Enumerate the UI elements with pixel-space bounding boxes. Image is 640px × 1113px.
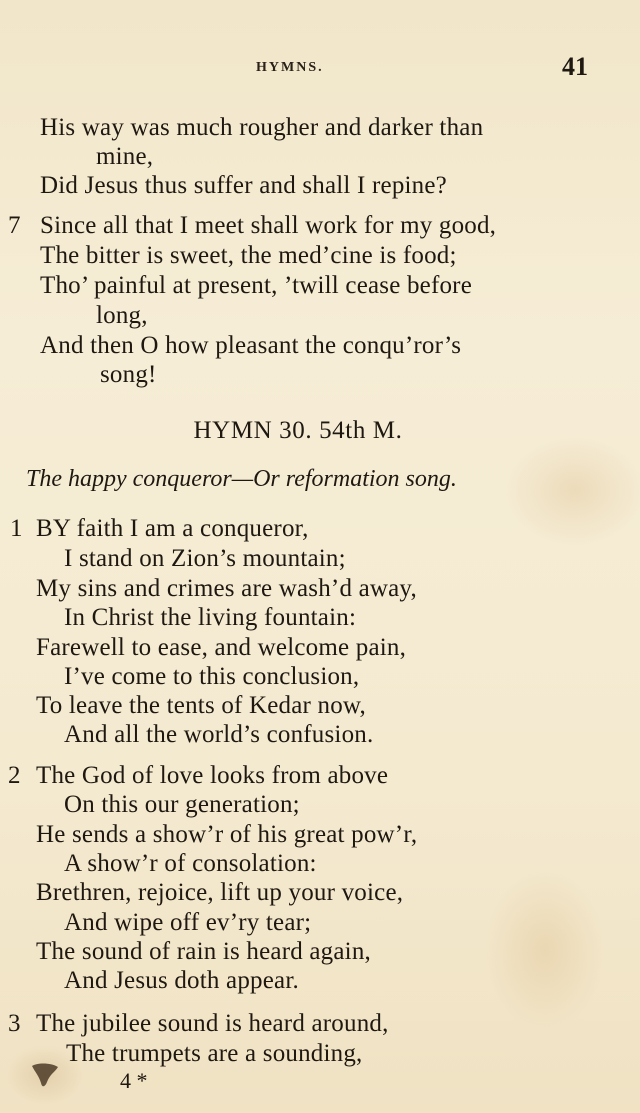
hymn-subtitle: The happy conqueror—Or reformation song. xyxy=(26,466,457,492)
verse-line: And wipe off ev’ry tear; xyxy=(64,909,312,936)
running-head: HYMNS. xyxy=(256,60,324,75)
verse-line: My sins and crimes are wash’d away, xyxy=(36,575,417,602)
verse-number: 1 xyxy=(10,515,23,542)
ink-stain xyxy=(28,1060,62,1090)
verse-number: 7 xyxy=(8,212,21,239)
verse-line: I stand on Zion’s mountain; xyxy=(64,545,346,572)
hymn-title: HYMN 30. 54th M. xyxy=(193,417,403,444)
verse-line: And Jesus doth appear. xyxy=(64,967,299,994)
verse-line: song! xyxy=(100,361,157,388)
verse-line: Tho’ painful at present, ’twill cease before xyxy=(40,272,473,299)
verse-line: In Christ the living fountain: xyxy=(64,604,357,631)
verse-line: The sound of rain is heard again, xyxy=(36,938,371,965)
verse-line: He sends a show’r of his great pow’r, xyxy=(36,821,418,848)
verse-line: His way was much rougher and darker than xyxy=(40,114,484,141)
verse-line: To leave the tents of Kedar now, xyxy=(36,692,366,719)
verse-line: A show’r of consolation: xyxy=(64,850,317,877)
verse-number: 3 xyxy=(8,1010,21,1037)
verse-line: Did Jesus thus suffer and shall I repine? xyxy=(40,172,447,199)
verse-line: long, xyxy=(96,302,148,329)
verse-line: Farewell to ease, and welcome pain, xyxy=(36,634,407,661)
verse-line: The bitter is sweet, the med’cine is food; xyxy=(40,242,457,269)
verse-line: I’ve come to this conclusion, xyxy=(64,663,360,690)
page-number: 41 xyxy=(562,52,588,81)
verse-line: The trumpets are a sounding, xyxy=(66,1040,363,1067)
verse-line: mine, xyxy=(96,143,154,170)
verse-line: Since all that I meet shall work for my good, xyxy=(40,212,497,239)
verse-line: Brethren, rejoice, lift up your voice, xyxy=(36,879,404,906)
verse-number: 2 xyxy=(8,762,21,789)
verse-line: And all the world’s confusion. xyxy=(64,721,374,748)
verse-line: The God of love looks from above xyxy=(36,762,389,789)
verse-line: And then O how pleasant the conqu’ror’s xyxy=(40,332,462,359)
signature-mark: 4 * xyxy=(120,1068,148,1093)
verse-line: BY faith I am a conqueror, xyxy=(36,515,309,542)
verse-line: On this our generation; xyxy=(64,791,300,818)
verse-line: The jubilee sound is heard around, xyxy=(36,1010,389,1037)
